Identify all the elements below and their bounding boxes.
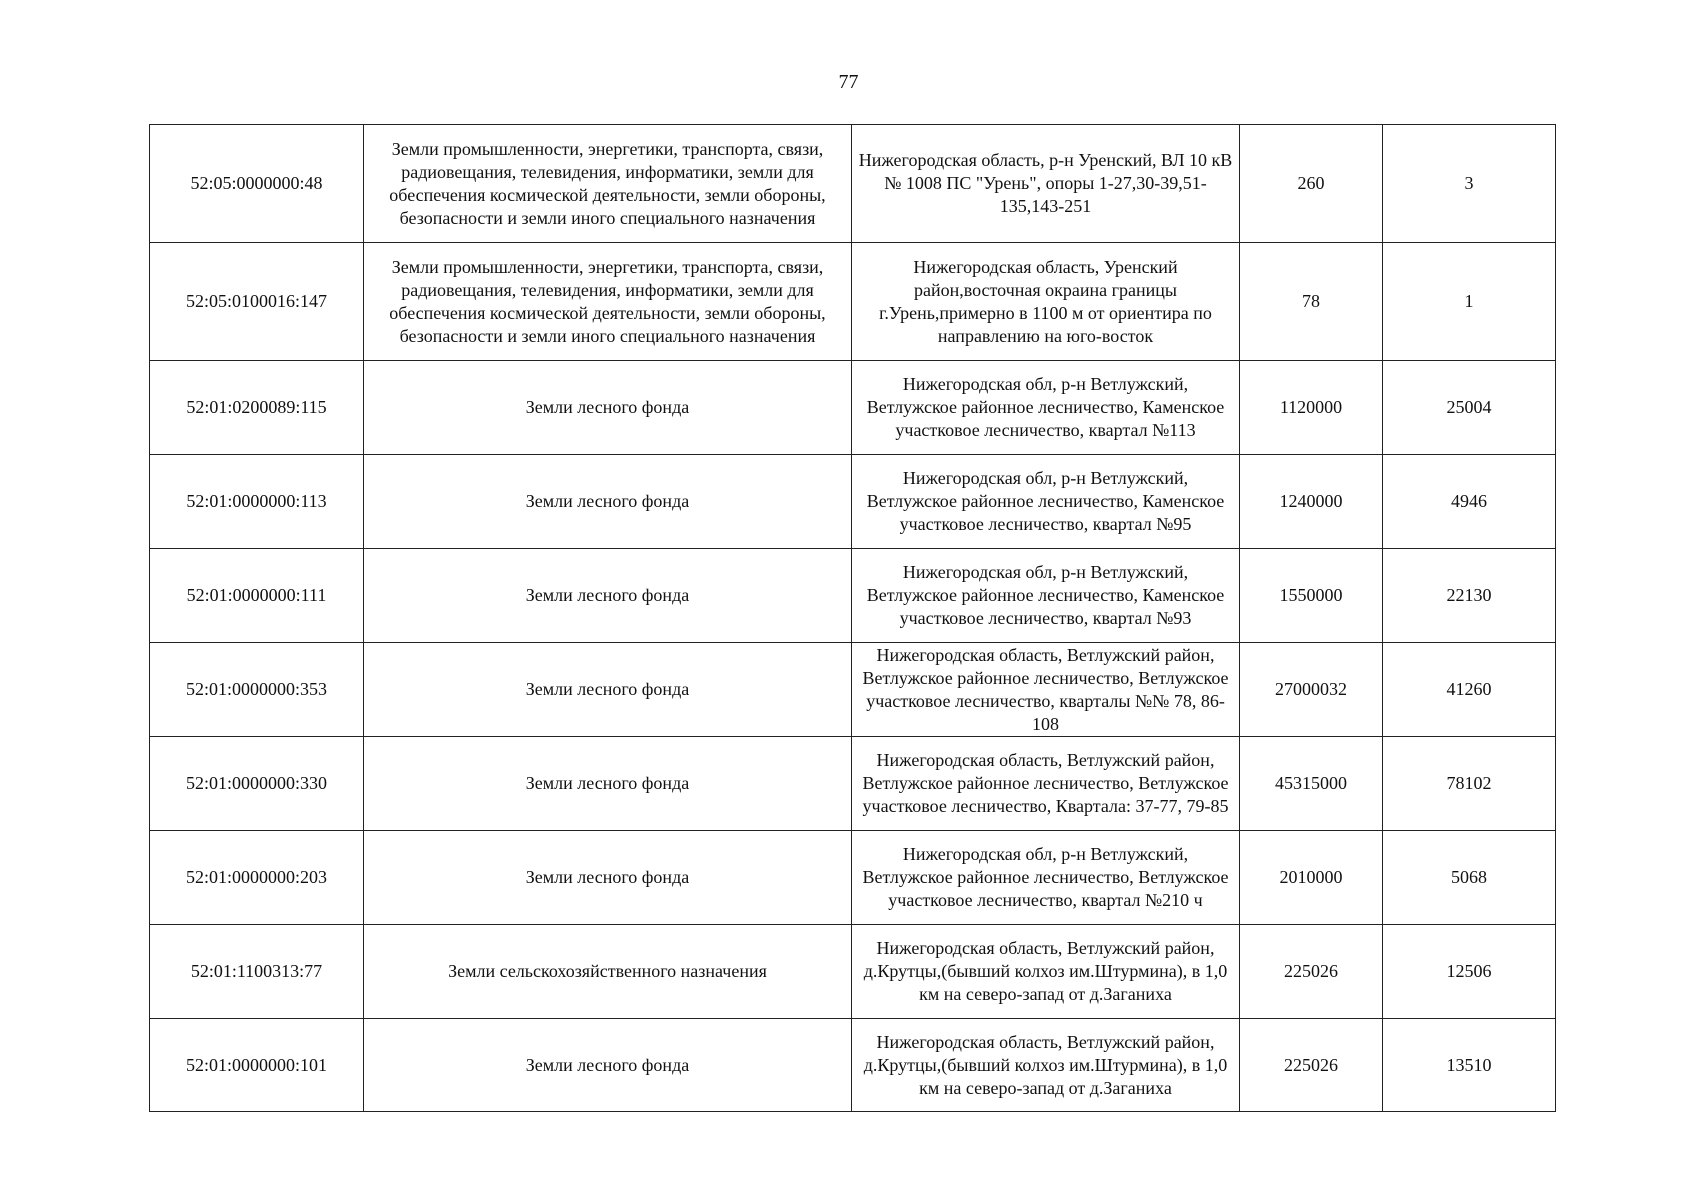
cadastral-number-cell: 52:05:0100016:147	[150, 243, 364, 361]
cadastral-number-cell: 52:01:0000000:330	[150, 737, 364, 831]
area-cell: 1550000	[1240, 549, 1383, 643]
area-cell: 78	[1240, 243, 1383, 361]
area-cell: 45315000	[1240, 737, 1383, 831]
address-cell: Нижегородская область, Ветлужский район, д.Крутцы,(бывший колхоз им.Штурмина), в 1,0 км на северо-запад от д.Заганиха	[852, 925, 1240, 1019]
area-cell: 260	[1240, 125, 1383, 243]
value-cell: 25004	[1383, 361, 1556, 455]
table-row	[150, 125, 1556, 243]
land-category-cell: Земли лесного фонда	[364, 643, 852, 737]
table-row	[150, 737, 1556, 831]
value-cell: 4946	[1383, 455, 1556, 549]
table-row	[150, 455, 1556, 549]
address-cell: Нижегородская область, Уренский район,восточная окраина границы г.Урень,примерно в 1100 м от ориентира по направлению на юго-восток	[852, 243, 1240, 361]
land-category-cell: Земли сельскохозяйственного назначения	[364, 925, 852, 1019]
area-cell: 1240000	[1240, 455, 1383, 549]
cadastral-number-cell: 52:01:0000000:111	[150, 549, 364, 643]
table-row	[150, 643, 1556, 737]
land-category-cell: Земли лесного фонда	[364, 361, 852, 455]
cadastral-number-cell: 52:05:0000000:48	[150, 125, 364, 243]
value-cell: 22130	[1383, 549, 1556, 643]
address-cell: Нижегородская обл, р-н Ветлужский, Ветлужское районное лесничество, Каменское участковое лесничество, квартал №113	[852, 361, 1240, 455]
address-cell: Нижегородская обл, р-н Ветлужский, Ветлужское районное лесничество, Каменское участковое лесничество, квартал №95	[852, 455, 1240, 549]
address-cell: Нижегородская область, р-н Уренский, ВЛ 10 кВ № 1008 ПС "Урень", опоры 1-27,30-39,51-135,143-251	[852, 125, 1240, 243]
address-cell: Нижегородская обл, р-н Ветлужский, Ветлужское районное лесничество, Каменское участковое лесничество, квартал №93	[852, 549, 1240, 643]
page-number: 77	[838, 71, 859, 93]
table-row	[150, 361, 1556, 455]
area-cell: 225026	[1240, 925, 1383, 1019]
value-cell: 5068	[1383, 831, 1556, 925]
land-category-cell: Земли лесного фонда	[364, 1019, 852, 1112]
land-category-cell: Земли лесного фонда	[364, 455, 852, 549]
address-cell: Нижегородская область, Ветлужский район, д.Крутцы,(бывший колхоз им.Штурмина), в 1,0 км на северо-запад от д.Заганиха	[852, 1019, 1240, 1112]
address-cell: Нижегородская область, Ветлужский район, Ветлужское районное лесничество, Ветлужское участковое лесничество, Квартала: 37-77, 79-85	[852, 737, 1240, 831]
area-cell: 1120000	[1240, 361, 1383, 455]
table-row	[150, 1019, 1556, 1112]
land-category-cell: Земли лесного фонда	[364, 831, 852, 925]
table-row	[150, 549, 1556, 643]
cadastral-number-cell: 52:01:0200089:115	[150, 361, 364, 455]
value-cell: 3	[1383, 125, 1556, 243]
land-category-cell: Земли лесного фонда	[364, 549, 852, 643]
area-cell: 27000032	[1240, 643, 1383, 737]
table-row	[150, 243, 1556, 361]
value-cell: 13510	[1383, 1019, 1556, 1112]
cadastral-number-cell: 52:01:0000000:353	[150, 643, 364, 737]
area-cell: 225026	[1240, 1019, 1383, 1112]
value-cell: 12506	[1383, 925, 1556, 1019]
cadastral-number-cell: 52:01:0000000:101	[150, 1019, 364, 1112]
value-cell: 41260	[1383, 643, 1556, 737]
table-row	[150, 925, 1556, 1019]
address-cell: Нижегородская обл, р-н Ветлужский, Ветлужское районное лесничество, Ветлужское участковое лесничество, квартал №210 ч	[852, 831, 1240, 925]
address-cell: Нижегородская область, Ветлужский район, Ветлужское районное лесничество, Ветлужское участковое лесничество, кварталы №№ 78, 86-108	[852, 643, 1240, 737]
value-cell: 1	[1383, 243, 1556, 361]
land-category-cell: Земли промышленности, энергетики, транспорта, связи, радиовещания, телевидения, информатики, земли для обеспечения космической деятельности, земли обороны, безопасности и земли иного специального назначения	[364, 125, 852, 243]
land-plots-table	[149, 124, 1556, 1112]
land-category-cell: Земли лесного фонда	[364, 737, 852, 831]
value-cell: 78102	[1383, 737, 1556, 831]
land-category-cell: Земли промышленности, энергетики, транспорта, связи, радиовещания, телевидения, информатики, земли для обеспечения космической деятельности, земли обороны, безопасности и земли иного специального назначения	[364, 243, 852, 361]
area-cell: 2010000	[1240, 831, 1383, 925]
cadastral-number-cell: 52:01:1100313:77	[150, 925, 364, 1019]
cadastral-number-cell: 52:01:0000000:113	[150, 455, 364, 549]
table-row	[150, 831, 1556, 925]
cadastral-number-cell: 52:01:0000000:203	[150, 831, 364, 925]
